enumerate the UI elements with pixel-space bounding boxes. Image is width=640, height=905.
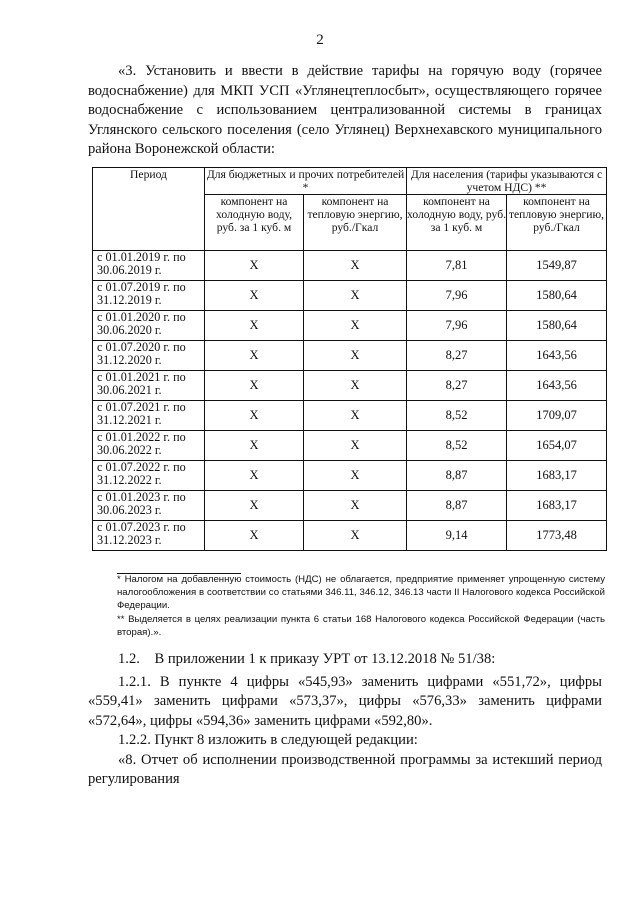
- budget-cold-water-cell: X: [205, 371, 304, 401]
- budget-cold-water-cell: X: [205, 251, 304, 281]
- footnote-vat-exempt: * Налогом на добавленную стоимость (НДС) не облагается, предприятие применяет упрощенную систему налогообложения в соответствии со статьями 346.11, 346.12, 346.13 части II Налогового кодекса Российской Федерации.: [117, 574, 605, 611]
- table-row: [93, 251, 607, 281]
- table-row: [93, 341, 607, 371]
- population-cold-water-cell: 8,52: [407, 431, 507, 461]
- budget-heat-energy-cell: X: [304, 281, 407, 311]
- budget-heat-energy-cell: X: [304, 311, 407, 341]
- table-row: [93, 371, 607, 401]
- intro-paragraph: «3. Установить и ввести в действие тарифы на горячую воду (горячее водоснабжение) для МКП УСП «Углянецтеплосбыт», осуществляющего горячее водоснабжение с использованием централизованной системы в границах Углянского сельского поселения (село Углянец) Верхнехавского муниципального района Воронежской области:: [88, 63, 602, 157]
- header-budget-consumers: Для бюджетных и прочих потребителей *: [205, 168, 407, 195]
- header-population: Для населения (тарифы указываются с учетом НДС) **: [407, 168, 607, 195]
- amendment-text: [88, 650, 602, 790]
- period-cell: с 01.07.2019 г. по 31.12.2019 г.: [93, 281, 205, 311]
- population-cold-water-cell: 8,87: [407, 461, 507, 491]
- paragraph-1-2-2: 1.2.2. Пункт 8 изложить в следующей редакции:: [118, 732, 418, 748]
- budget-heat-energy-cell: X: [304, 491, 407, 521]
- header-population-heat-energy: компонент на тепловую энергию, руб./Гкал: [507, 195, 607, 251]
- period-cell: с 01.01.2021 г. по 30.06.2021 г.: [93, 371, 205, 401]
- header-budget-cold-water: компонент на холодную воду, руб. за 1 куб. м: [205, 195, 304, 251]
- budget-cold-water-cell: X: [205, 401, 304, 431]
- table-row: [93, 491, 607, 521]
- paragraph-1-2: 1.2. В приложении 1 к приказу УРТ от 13.12.2018 № 51/38:: [118, 651, 496, 667]
- table-row: [93, 461, 607, 491]
- population-heat-energy-cell: 1549,87: [507, 251, 607, 281]
- budget-heat-energy-cell: X: [304, 521, 407, 551]
- paragraph-point-8: «8. Отчет об исполнении производственной программы за истекший период регулирования: [88, 751, 602, 787]
- period-cell: с 01.07.2023 г. по 31.12.2023 г.: [93, 521, 205, 551]
- header-population-cold-water: компонент на холодную воду, руб. за 1 куб. м: [407, 195, 507, 251]
- period-cell: с 01.01.2020 г. по 30.06.2020 г.: [93, 311, 205, 341]
- budget-cold-water-cell: X: [205, 461, 304, 491]
- population-heat-energy-cell: 1683,17: [507, 491, 607, 521]
- table-row: [93, 521, 607, 551]
- header-period: Период: [93, 168, 205, 251]
- population-cold-water-cell: 8,87: [407, 491, 507, 521]
- period-cell: с 01.01.2019 г. по 30.06.2019 г.: [93, 251, 205, 281]
- budget-cold-water-cell: X: [205, 491, 304, 521]
- population-heat-energy-cell: 1709,07: [507, 401, 607, 431]
- budget-heat-energy-cell: X: [304, 251, 407, 281]
- paragraph-1-2-1: 1.2.1. В пункте 4 цифры «545,93» заменить цифрами «551,72», цифры «559,41» заменить цифрами «573,37», цифры «576,33» заменить цифрами «572,64», цифры «594,36» заменить цифрами «592,80».: [88, 673, 602, 729]
- population-cold-water-cell: 8,52: [407, 401, 507, 431]
- budget-cold-water-cell: X: [205, 281, 304, 311]
- budget-heat-energy-cell: X: [304, 431, 407, 461]
- population-heat-energy-cell: 1580,64: [507, 311, 607, 341]
- population-heat-energy-cell: 1773,48: [507, 521, 607, 551]
- table-row: [93, 431, 607, 461]
- population-heat-energy-cell: 1580,64: [507, 281, 607, 311]
- budget-heat-energy-cell: X: [304, 341, 407, 371]
- period-cell: с 01.01.2023 г. по 30.06.2023 г.: [93, 491, 205, 521]
- population-cold-water-cell: 9,14: [407, 521, 507, 551]
- period-cell: с 01.07.2021 г. по 31.12.2021 г.: [93, 401, 205, 431]
- budget-heat-energy-cell: X: [304, 401, 407, 431]
- table-row: [93, 281, 607, 311]
- period-cell: с 01.07.2020 г. по 31.12.2020 г.: [93, 341, 205, 371]
- table-row: [93, 401, 607, 431]
- population-cold-water-cell: 8,27: [407, 371, 507, 401]
- tariff-table: [92, 167, 607, 551]
- period-cell: с 01.07.2022 г. по 31.12.2022 г.: [93, 461, 205, 491]
- population-cold-water-cell: 8,27: [407, 341, 507, 371]
- budget-heat-energy-cell: X: [304, 371, 407, 401]
- page-number: 2: [316, 32, 324, 48]
- population-heat-energy-cell: 1643,56: [507, 341, 607, 371]
- budget-cold-water-cell: X: [205, 341, 304, 371]
- table-row: [93, 311, 607, 341]
- header-budget-heat-energy: компонент на тепловую энергию, руб./Гкал: [304, 195, 407, 251]
- footnotes: [117, 574, 605, 640]
- budget-cold-water-cell: X: [205, 311, 304, 341]
- population-cold-water-cell: 7,96: [407, 281, 507, 311]
- population-heat-energy-cell: 1643,56: [507, 371, 607, 401]
- population-heat-energy-cell: 1683,17: [507, 461, 607, 491]
- population-cold-water-cell: 7,81: [407, 251, 507, 281]
- period-cell: с 01.01.2022 г. по 30.06.2022 г.: [93, 431, 205, 461]
- population-heat-energy-cell: 1654,07: [507, 431, 607, 461]
- budget-heat-energy-cell: X: [304, 461, 407, 491]
- budget-cold-water-cell: X: [205, 521, 304, 551]
- population-cold-water-cell: 7,96: [407, 311, 507, 341]
- footnote-vat-allocated: ** Выделяется в целях реализации пункта 6 статьи 168 Налогового кодекса Российской Федерации (часть вторая).».: [117, 614, 605, 639]
- budget-cold-water-cell: X: [205, 431, 304, 461]
